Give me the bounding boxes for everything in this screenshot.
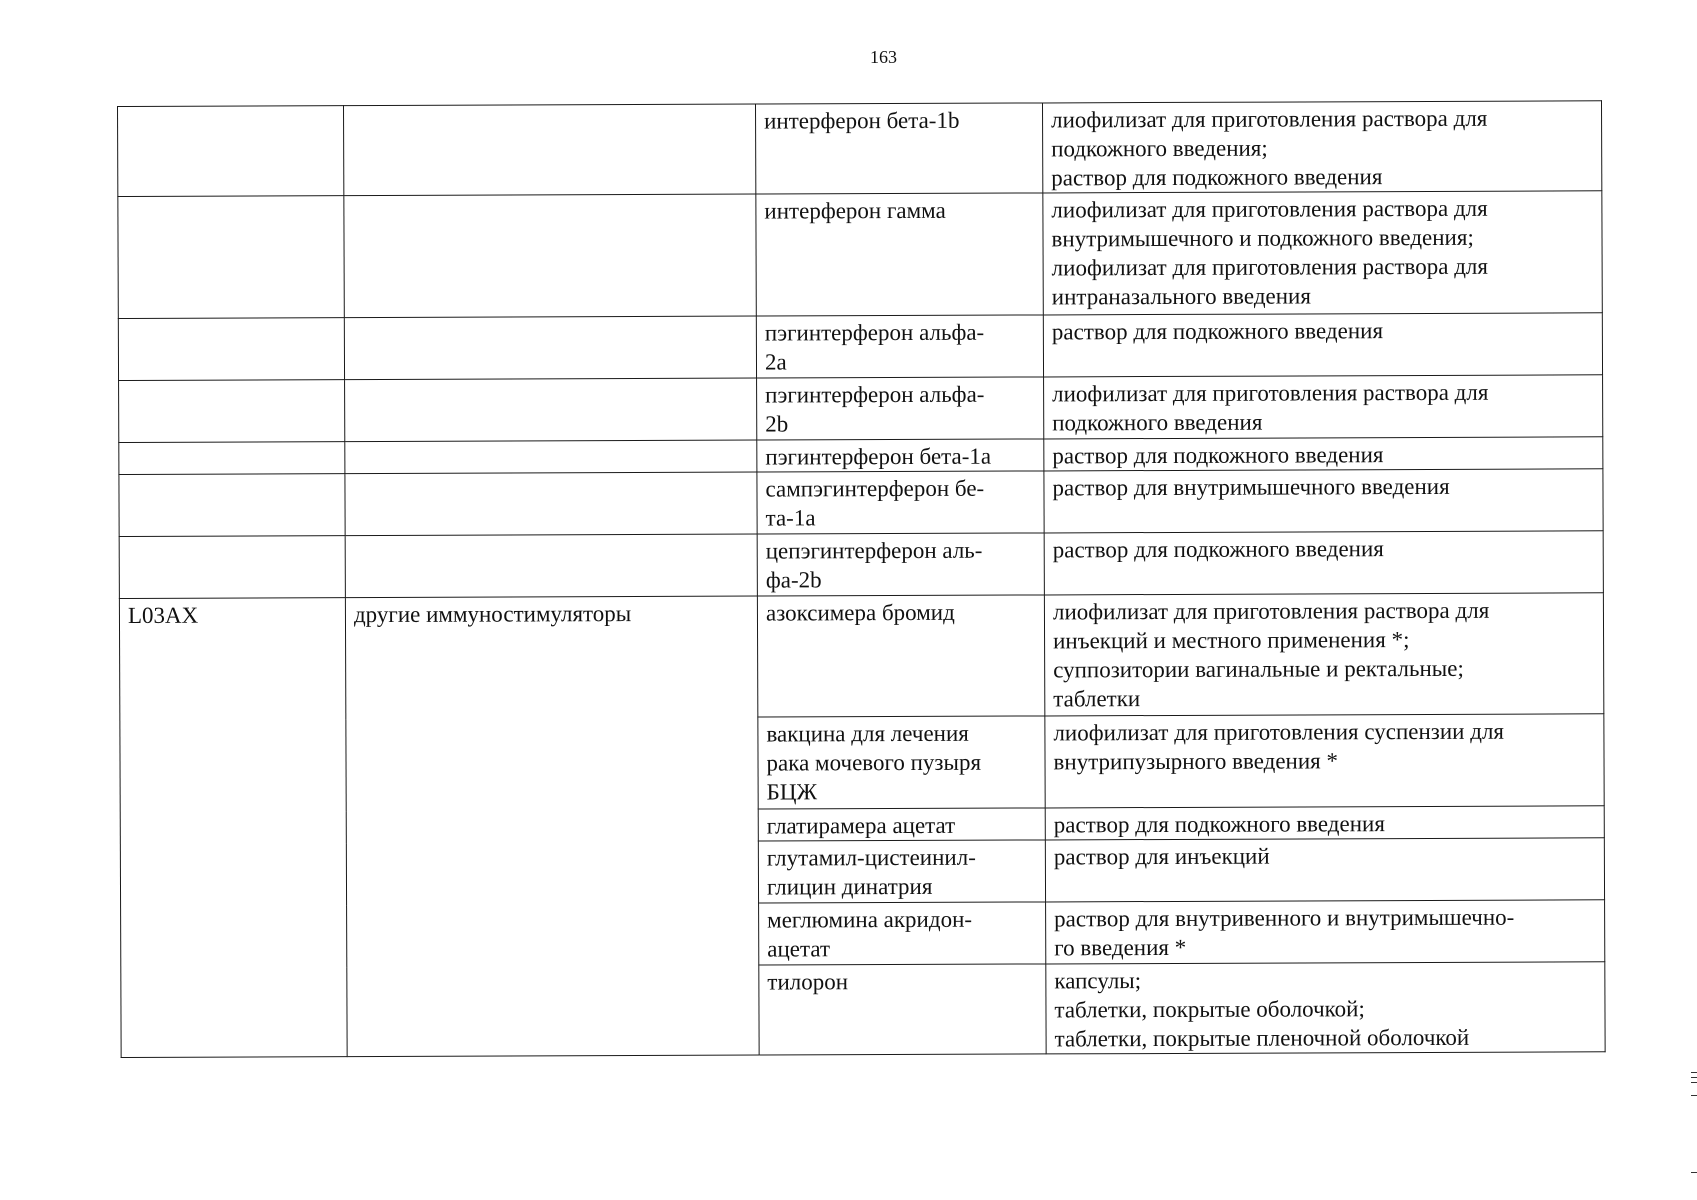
scan-margin-mark [1691, 1077, 1697, 1078]
dosage-form-line: капсулы; [1054, 968, 1142, 994]
dosage-form-line: лиофилизат для приготовления раствора для [1052, 379, 1489, 407]
dosage-form-line: го введения * [1054, 934, 1187, 961]
dosage-form-cell [1046, 962, 1605, 1054]
dosage-form-line: раствор для подкожного введения [1053, 811, 1385, 838]
drug-name-line: фа-2b [765, 567, 822, 593]
group-cell [345, 378, 757, 442]
table-row [118, 191, 1602, 319]
dosage-form-line: таблетки, покрытые пленочной оболочкой [1054, 1024, 1470, 1052]
drug-name-line: вакцина для лечения [766, 720, 969, 747]
dosage-form-cell [1044, 469, 1603, 533]
page-number: 163 [870, 47, 897, 67]
scan-margin-mark [1691, 1095, 1697, 1096]
drug-name-line: тилорон [767, 969, 849, 995]
drug-name-line: 2a [764, 349, 787, 375]
dosage-form-cell [1044, 531, 1603, 595]
dosage-form-cell [1044, 593, 1603, 716]
drug-name-line: пэгинтерферон альфа- [765, 381, 985, 408]
dosage-form-line: раствор для инъекций [1053, 843, 1270, 870]
drug-name-cell [756, 193, 1043, 316]
table-row [119, 469, 1603, 537]
group-cell [345, 534, 757, 598]
drug-name-line: интерферон гамма [764, 197, 946, 224]
drug-name-line: сампэгинтерферон бе- [765, 475, 985, 502]
dosage-form-line: интраназального введения [1051, 283, 1311, 310]
atc-code-cell [119, 380, 345, 443]
drug-name-line: ацетат [767, 936, 831, 962]
atc-code-cell [119, 442, 345, 475]
dosage-form-cell [1045, 806, 1604, 840]
drug-name-line: та-1a [765, 505, 816, 531]
scan-margin-mark [1691, 1072, 1697, 1073]
drug-name-line: глатирамера ацетат [766, 812, 956, 839]
dosage-form-line: таблетки [1053, 686, 1141, 712]
dosage-form-line: раствор для подкожного введения [1051, 318, 1384, 345]
drug-name-cell [757, 471, 1044, 534]
dosage-form-cell [1044, 437, 1603, 471]
dosage-form-cell [1046, 900, 1605, 964]
dosage-form-line: раствор для подкожного введения [1052, 536, 1384, 563]
table-row [118, 313, 1602, 381]
table-row [119, 375, 1603, 443]
drug-name-cell [757, 533, 1044, 596]
dosage-form-cell [1042, 101, 1601, 193]
drug-name-cell [759, 964, 1046, 1055]
drug-name-cell [757, 439, 1044, 472]
dosage-form-line: лиофилизат для приготовления раствора для [1051, 253, 1488, 281]
atc-code-cell: L03AX [119, 598, 347, 1058]
dosage-form-cell [1043, 313, 1602, 377]
table-row [119, 437, 1603, 475]
atc-code-cell [118, 106, 344, 197]
scan-margin-mark [1691, 1172, 1697, 1173]
dosage-form-line: раствор для подкожного введения [1052, 442, 1384, 469]
group-cell [344, 104, 756, 196]
dosage-form-line: лиофилизат для приготовления раствора для [1051, 105, 1488, 133]
atc-code-cell [118, 318, 344, 381]
drug-name-cell [756, 315, 1043, 378]
table-row [118, 101, 1602, 197]
drug-name-cell [759, 902, 1046, 965]
drug-name-cell [758, 716, 1045, 809]
drug-name-cell [757, 595, 1044, 717]
drug-name-cell [758, 840, 1045, 903]
drug-name-line: азоксимера бромид [765, 599, 955, 626]
atc-code-cell [118, 196, 344, 319]
drug-name-line: интерферон бета-1b [764, 107, 960, 134]
dosage-form-line: лиофилизат для приготовления раствора для [1052, 597, 1490, 625]
dosage-form-line: внутрипузырного введения * [1053, 748, 1339, 775]
dosage-form-line: суппозитории вагинальные и ректальные; [1053, 655, 1464, 683]
group-cell: другие иммуностимуляторы [345, 596, 759, 1057]
drug-name-line: пэгинтерферон альфа- [764, 319, 985, 346]
dosage-form-cell [1044, 375, 1603, 439]
atc-code-cell [119, 474, 345, 537]
dosage-form-line: инъекций и местного применения *; [1053, 627, 1410, 654]
table-row [119, 593, 1603, 720]
group-cell [345, 472, 757, 536]
dosage-form-line: лиофилизат для приготовления суспензии для [1053, 718, 1505, 746]
dosage-form-line: внутримышечного и подкожного введения; [1051, 224, 1474, 252]
dosage-form-line: раствор для подкожного введения [1051, 164, 1383, 191]
drug-table [117, 100, 1606, 1058]
drug-name-cell [758, 808, 1045, 841]
group-cell [344, 316, 756, 380]
table-row [119, 531, 1603, 599]
drug-name-line: 2b [765, 411, 789, 437]
dosage-form-cell [1043, 191, 1602, 315]
dosage-form-line: раствор для внутримышечного введения [1052, 473, 1450, 501]
drug-name-cell [755, 103, 1042, 194]
group-cell [344, 194, 756, 318]
drug-name-cell [757, 377, 1044, 440]
group-cell [345, 440, 757, 474]
dosage-form-cell [1045, 838, 1604, 902]
dosage-form-line: подкожного введения [1052, 409, 1263, 436]
scan-margin-mark [1691, 1082, 1697, 1083]
dosage-form-cell [1045, 714, 1604, 808]
drug-name-line: рака мочевого пузыря [766, 749, 982, 776]
atc-code-cell [119, 536, 345, 599]
drug-name-line: меглюмина акридон- [767, 906, 973, 933]
drug-name-line: цепэгинтерферон аль- [765, 537, 983, 564]
dosage-form-line: подкожного введения; [1051, 135, 1268, 162]
drug-name-line: глицин динатрия [766, 873, 933, 900]
drug-name-line: пэгинтерферон бета-1a [765, 443, 992, 470]
dosage-form-line: раствор для внутривенного и внутримышечно- [1054, 904, 1515, 932]
drug-name-line: глутамил-цистеинил- [766, 844, 976, 871]
dosage-form-line: лиофилизат для приготовления раствора для [1051, 195, 1488, 223]
dosage-form-line: таблетки, покрытые оболочкой; [1054, 996, 1365, 1023]
drug-name-line: БЦЖ [766, 779, 818, 805]
